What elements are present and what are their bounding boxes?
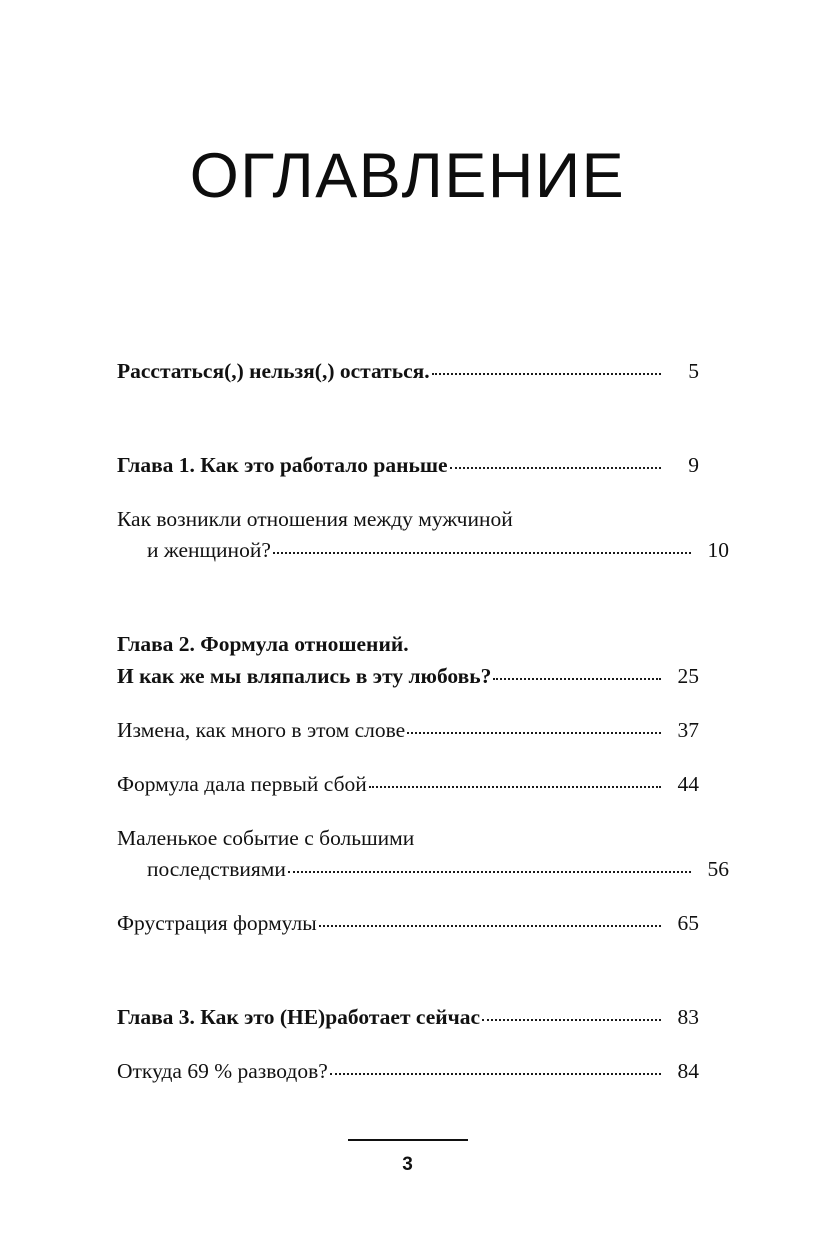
dot-leader xyxy=(369,786,661,788)
spacer xyxy=(117,388,699,450)
dot-leader xyxy=(330,1073,661,1075)
toc-entry-page: 37 xyxy=(677,717,699,742)
toc-entry[interactable] xyxy=(117,823,729,887)
toc-entry[interactable] xyxy=(117,1002,699,1034)
toc-entry[interactable] xyxy=(117,1056,699,1088)
spacer xyxy=(117,567,699,629)
page-title: ОГЛАВЛЕНИЕ xyxy=(189,141,626,211)
toc-entry-label: Как возникли отношения между мужчиной xyxy=(117,506,513,531)
toc-entry[interactable] xyxy=(117,715,699,747)
spacer xyxy=(117,940,699,1002)
spacer xyxy=(117,693,699,715)
toc-entry[interactable] xyxy=(117,450,699,482)
toc-entry-label: Формула дала первый сбой xyxy=(117,771,367,796)
toc-entry-label: Откуда 69 % разводов? xyxy=(117,1058,328,1083)
toc-entry-label: Маленькое событие с большими xyxy=(117,825,415,850)
spacer xyxy=(117,482,699,504)
spacer xyxy=(117,1034,699,1056)
toc-entry-label: Глава 3. Как это (НЕ)работает сейчас xyxy=(117,1004,481,1029)
spacer xyxy=(117,886,699,908)
toc-entry-label: Расстаться(,) нельзя(,) остаться. xyxy=(117,359,430,383)
toc-entry-page: 5 xyxy=(688,359,699,383)
toc-entry-label-cont: И как же мы вляпались в эту любовь? xyxy=(117,664,492,689)
toc-entry-label: Глава 2. Формула отношений. xyxy=(117,632,409,657)
table-of-contents xyxy=(117,356,729,1088)
toc-entry-page: 83 xyxy=(677,1004,699,1029)
dot-leader xyxy=(273,552,691,554)
toc-entry-label-cont: и женщиной? xyxy=(147,538,271,563)
dot-leader xyxy=(407,732,661,734)
toc-entry-label: Измена, как много в этом слове xyxy=(117,717,406,742)
toc-entry[interactable] xyxy=(117,356,699,388)
toc-entry[interactable] xyxy=(117,908,699,940)
toc-entry-label: Фрустрация формулы xyxy=(117,911,317,936)
spacer xyxy=(117,801,699,823)
toc-entry[interactable] xyxy=(117,629,699,693)
toc-entry[interactable] xyxy=(117,769,699,801)
dot-leader xyxy=(493,678,661,680)
toc-entry[interactable] xyxy=(117,504,729,568)
page-number: 3 xyxy=(402,1154,413,1175)
footer-divider xyxy=(348,1139,468,1141)
toc-entry-page: 10 xyxy=(707,538,729,563)
dot-leader xyxy=(319,925,661,927)
toc-entry-page: 65 xyxy=(677,911,699,936)
toc-entry-page: 44 xyxy=(677,771,699,796)
toc-entry-page: 84 xyxy=(677,1058,699,1083)
dot-leader xyxy=(482,1019,661,1021)
toc-entry-label-cont: последствиями xyxy=(147,857,286,882)
dot-leader xyxy=(288,871,691,873)
spacer xyxy=(117,747,699,769)
dot-leader xyxy=(432,373,661,375)
toc-entry-page: 9 xyxy=(688,452,699,477)
toc-entry-page: 25 xyxy=(677,664,699,689)
dot-leader xyxy=(450,467,661,469)
toc-entry-label: Глава 1. Как это работало раньше xyxy=(117,452,448,477)
toc-entry-page: 56 xyxy=(707,857,729,882)
